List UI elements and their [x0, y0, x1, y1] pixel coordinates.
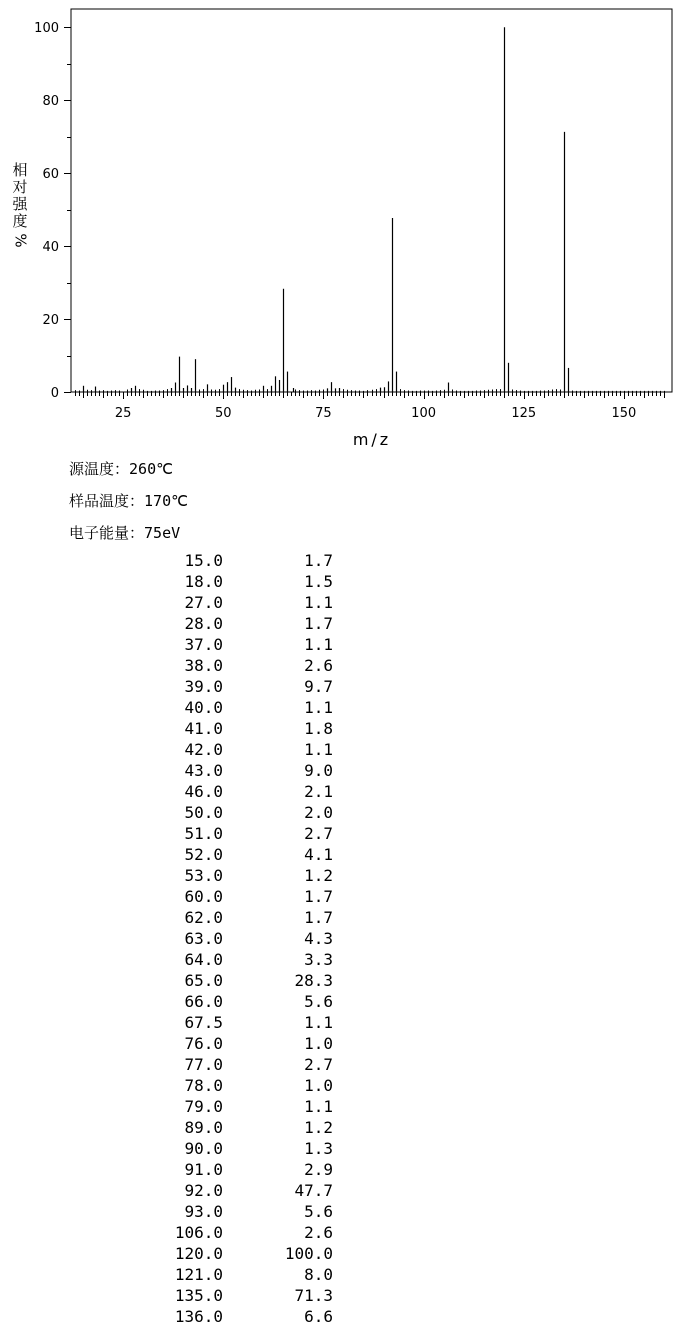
peak-table-row: [150, 1243, 333, 1264]
y-axis-label-char: 相: [12, 161, 28, 179]
peak-table-row: [150, 823, 333, 844]
peak-table-row: [150, 1264, 333, 1285]
peak-table-row: [150, 697, 333, 718]
source-temperature-value: 260℃: [129, 460, 173, 478]
peak-table-row: [150, 1222, 333, 1243]
peak-mz: 50.0: [184, 803, 223, 822]
peak-table-row: [150, 991, 333, 1012]
peak-abundance: 6.6: [304, 1307, 333, 1326]
peak-abundance: 9.0: [304, 761, 333, 780]
peak-table-row: [150, 1117, 333, 1138]
y-tick-label: 60: [42, 167, 59, 183]
peak-abundance: 100.0: [284, 1244, 333, 1263]
peak-abundance: 9.7: [304, 677, 333, 696]
peak-abundance: 5.6: [304, 992, 333, 1011]
peak-table-row: [150, 802, 333, 823]
peak-table-row: [150, 592, 333, 613]
x-axis-label: m/z: [352, 430, 392, 449]
peak-mz: 79.0: [184, 1097, 223, 1116]
sample-temperature-value: 170℃: [144, 492, 188, 510]
peak-table-row: [150, 886, 333, 907]
peak-mz: 37.0: [184, 635, 223, 654]
peak-mz: 89.0: [184, 1118, 223, 1137]
peak-abundance: 5.6: [304, 1202, 333, 1221]
peak-abundance: 1.7: [304, 614, 333, 633]
peak-mz: 91.0: [184, 1160, 223, 1179]
peak-mz: 28.0: [184, 614, 223, 633]
peak-mz: 41.0: [184, 719, 223, 738]
peak-mz: 67.5: [184, 1013, 223, 1032]
peak-table-row: [150, 1012, 333, 1033]
peak-abundance: 1.1: [304, 1097, 333, 1116]
peak-abundance: 4.1: [304, 845, 333, 864]
peak-abundance: 1.1: [304, 1013, 333, 1032]
peak-mz: 93.0: [184, 1202, 223, 1221]
peak-table-row: [150, 1054, 333, 1075]
x-tick-label: 150: [611, 406, 637, 421]
peak-mz: 18.0: [184, 572, 223, 591]
peak-mz: 76.0: [184, 1034, 223, 1053]
electron-energy-label: 电子能量：: [69, 524, 145, 542]
y-axis-label-char: 度: [12, 212, 28, 230]
peak-mz: 106.0: [174, 1223, 223, 1242]
y-tick-label: 20: [42, 313, 59, 329]
peak-mz: 121.0: [174, 1265, 223, 1284]
peak-table: [150, 550, 333, 1327]
peak-mz: 120.0: [174, 1244, 223, 1263]
peak-mz: 92.0: [184, 1181, 223, 1200]
peak-table-row: [150, 1201, 333, 1222]
peak-abundance: 1.1: [304, 740, 333, 759]
peak-abundance: 2.1: [304, 782, 333, 801]
peak-mz: 135.0: [174, 1286, 223, 1305]
peak-table-row: [150, 1180, 333, 1201]
peak-table-row: [150, 760, 333, 781]
peak-table-row: [150, 907, 333, 928]
x-tick-label: 75: [315, 406, 332, 421]
peak-abundance: 1.2: [304, 1118, 333, 1137]
peak-abundance: 2.7: [304, 824, 333, 843]
peak-mz: 42.0: [184, 740, 223, 759]
peak-abundance: 1.7: [304, 887, 333, 906]
peak-abundance: 1.7: [304, 551, 333, 570]
y-axis-label-char: 对: [12, 178, 28, 196]
peak-abundance: 2.7: [304, 1055, 333, 1074]
peak-table-row: [150, 844, 333, 865]
peak-abundance: 1.5: [304, 572, 333, 591]
peak-mz: 51.0: [184, 824, 223, 843]
y-axis-label-char: 强: [12, 195, 28, 213]
peak-mz: 66.0: [184, 992, 223, 1011]
peak-abundance: 1.0: [304, 1076, 333, 1095]
peak-abundance: 2.6: [304, 1223, 333, 1242]
peak-mz: 78.0: [184, 1076, 223, 1095]
peak-abundance: 28.3: [294, 971, 333, 990]
peak-abundance: 2.6: [304, 656, 333, 675]
source-temperature-label: 源温度：: [69, 460, 130, 478]
peak-abundance: 1.3: [304, 1139, 333, 1158]
peak-table-row: [150, 739, 333, 760]
peak-table-row: [150, 718, 333, 739]
peak-table-row: [150, 655, 333, 676]
peak-mz: 77.0: [184, 1055, 223, 1074]
x-tick-label: 100: [411, 406, 437, 421]
y-tick-label: 40: [42, 240, 59, 256]
peak-table-row: [150, 1096, 333, 1117]
peak-table-row: [150, 613, 333, 634]
peak-abundance: 3.3: [304, 950, 333, 969]
peak-table-row: [150, 949, 333, 970]
peak-abundance: 1.1: [304, 635, 333, 654]
x-tick-label: 50: [214, 406, 232, 421]
sample-temperature-label: 样品温度：: [69, 492, 145, 510]
peak-table-row: [150, 970, 333, 991]
peak-mz: 46.0: [184, 782, 223, 801]
peak-mz: 40.0: [184, 698, 223, 717]
peak-table-row: [150, 1033, 333, 1054]
peak-mz: 53.0: [184, 866, 223, 885]
plot-frame: [71, 9, 672, 392]
peak-mz: 64.0: [184, 950, 223, 969]
peak-abundance: 47.7: [294, 1181, 333, 1200]
peak-mz: 27.0: [184, 593, 223, 612]
peak-table-row: [150, 865, 333, 886]
peak-mz: 38.0: [184, 656, 223, 675]
peak-mz: 52.0: [184, 845, 223, 864]
x-tick-label: 25: [114, 406, 132, 421]
peak-table-row: [150, 1306, 333, 1327]
peak-table-row: [150, 1075, 333, 1096]
peak-table-row: [150, 676, 333, 697]
y-axis-unit: %: [11, 233, 30, 248]
peak-abundance: 1.8: [304, 719, 333, 738]
peak-abundance: 1.7: [304, 908, 333, 927]
peak-mz: 63.0: [184, 929, 223, 948]
sample-temperature: [69, 490, 188, 511]
peak-mz: 136.0: [174, 1307, 223, 1326]
peak-abundance: 4.3: [304, 929, 333, 948]
peak-table-row: [150, 571, 333, 592]
peak-abundance: 1.2: [304, 866, 333, 885]
peak-abundance: 1.0: [304, 1034, 333, 1053]
peak-table-row: [150, 928, 333, 949]
source-temperature: [69, 458, 173, 479]
peak-table-row: [150, 550, 333, 571]
mass-spectrum-chart: [0, 0, 680, 455]
peak-mz: 15.0: [184, 551, 223, 570]
peak-table-row: [150, 1138, 333, 1159]
peak-mz: 39.0: [184, 677, 223, 696]
peak-table-row: [150, 634, 333, 655]
peak-abundance: 1.1: [304, 593, 333, 612]
peak-table-row: [150, 781, 333, 802]
peak-abundance: 2.9: [304, 1160, 333, 1179]
peak-table-row: [150, 1285, 333, 1306]
peak-mz: 90.0: [184, 1139, 223, 1158]
y-tick-label: 0: [50, 386, 59, 401]
peak-abundance: 8.0: [304, 1265, 333, 1284]
peak-table-row: [150, 1159, 333, 1180]
peak-mz: 60.0: [184, 887, 223, 906]
peak-abundance: 2.0: [304, 803, 333, 822]
peak-abundance: 71.3: [294, 1286, 333, 1305]
peak-mz: 43.0: [184, 761, 223, 780]
y-axis-label-text: [10, 162, 30, 230]
electron-energy-value: 75eV: [144, 524, 181, 542]
y-tick-label: 100: [34, 21, 59, 37]
peak-abundance: 1.1: [304, 698, 333, 717]
y-axis-label: [10, 162, 30, 249]
electron-energy: [69, 522, 180, 543]
y-tick-label: 80: [42, 94, 59, 110]
peak-mz: 62.0: [184, 908, 223, 927]
peak-mz: 65.0: [184, 971, 223, 990]
x-tick-label: 125: [511, 406, 537, 421]
